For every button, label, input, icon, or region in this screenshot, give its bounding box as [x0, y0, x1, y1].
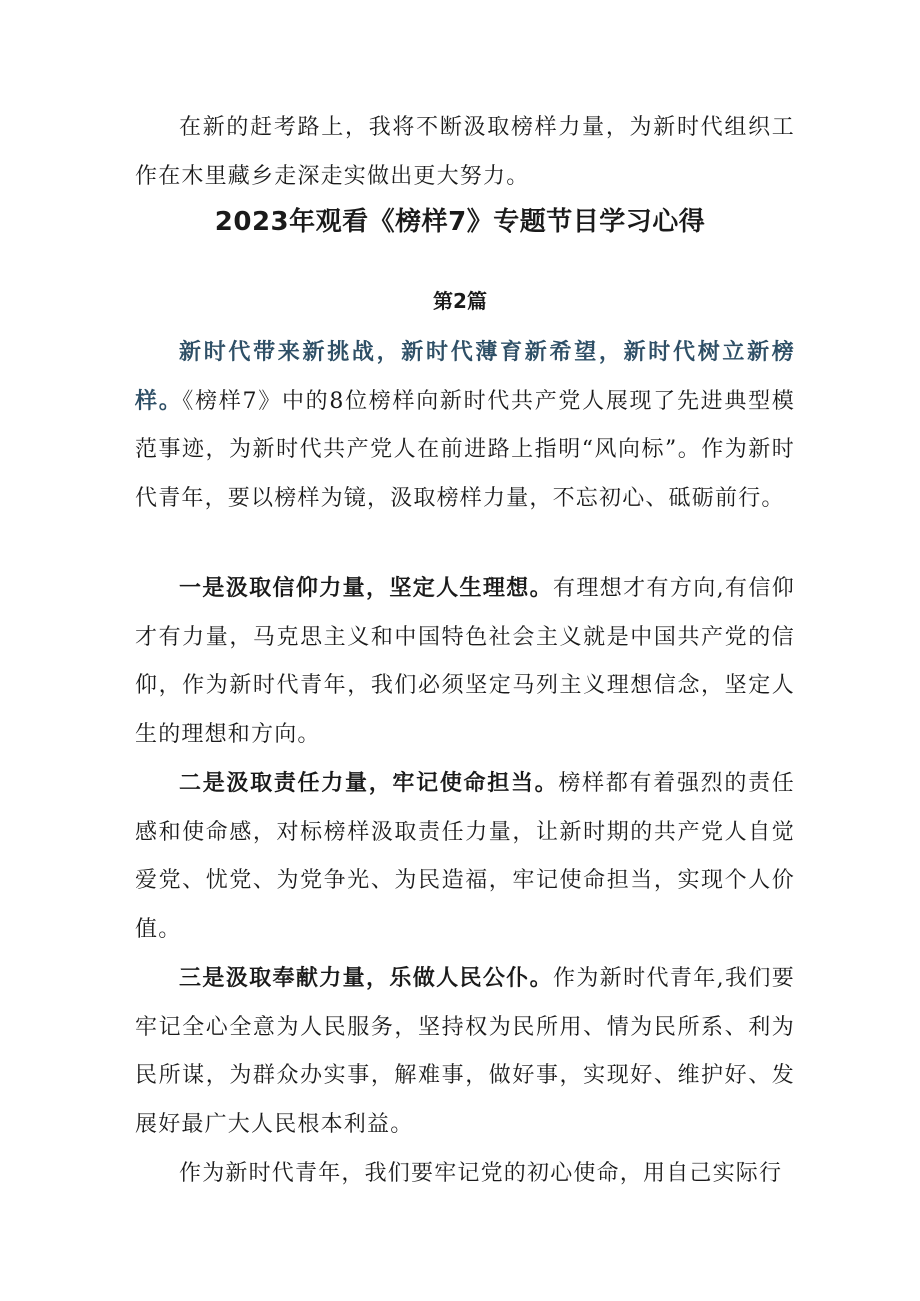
paragraph-2 [135, 565, 795, 759]
paragraph-4-lead: 三是汲取奉献力量，乐做人民公仆。 [179, 966, 554, 991]
paragraph-5 [135, 1150, 795, 1199]
document-title: 2023年观看《榜样7》专题节目学习心得 [214, 207, 706, 237]
intro-paragraph-text: 在新的赶考路上，我将不断汲取榜样力量，为新时代组织工作在木里藏乡走深走实做出更大努力。 [135, 115, 795, 189]
paragraph-5-body: 作为新时代青年，我们要牢记党的初心使命，用自己实际行 [179, 1161, 783, 1186]
paragraph-3-lead: 二是汲取责任力量，牢记使命担当。 [179, 771, 559, 796]
paragraph-1 [135, 329, 795, 523]
paragraph-4-body: 作为新时代青年,我们要牢记全心全意为人民服务，坚持权为民所用、情为民所系、利为民所谋，为群众办实事，解难事，做好事，实现好、维护好、发展好最广大人民根本利益。 [135, 966, 795, 1137]
document-subtitle: 第2篇 [433, 289, 487, 313]
paragraph-4 [135, 955, 795, 1149]
paragraph-2-lead: 一是汲取信仰力量，坚定人生理想。 [179, 576, 554, 601]
paragraph-1-body: 《榜样7》中的8位榜样向新时代共产党人展现了先进典型模范事迹，为新时代共产党人在前进路上指明“风向标”。作为新时代青年，要以榜样为镜，汲取榜样力量，不忘初心、砥砺前行。 [135, 388, 795, 511]
paragraph-3-body: 榜样都有着强烈的责任感和使命感，对标榜样汲取责任力量，让新时期的共产党人自觉爱党、忧党、为党争光、为民造福，牢记使命担当，实现个人价值。 [135, 771, 795, 942]
paragraph-3 [135, 760, 795, 954]
intro-paragraph [135, 104, 795, 201]
paragraph-2-body: 有理想才有方向,有信仰才有力量，马克思主义和中国特色社会主义就是中国共产党的信仰，作为新时代青年，我们必须坚定马列主义理想信念，坚定人生的理想和方向。 [135, 576, 795, 747]
paragraph-1-lead: 新时代带来新挑战，新时代薄育新希望，新时代树立新榜样。 [135, 340, 795, 414]
